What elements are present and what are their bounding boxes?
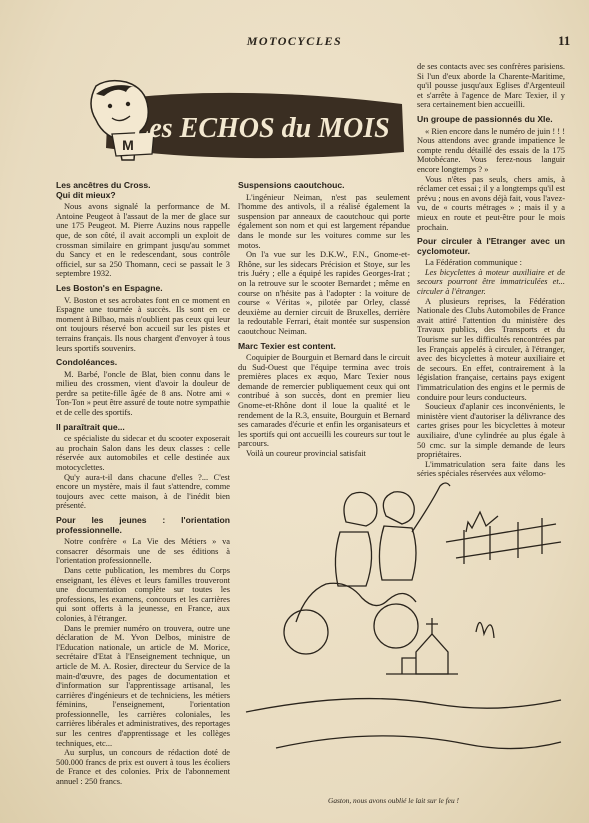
church-icon: [416, 634, 448, 674]
article-paragraph: V. Boston et ses acrobates font en ce moment en Espagne une tournée à succès. Ils sont en ce moment à Bilbao, mais n'oublient pas ceux qui leur ont toujours réservé bon accueil sur les pistes et terrains français. Ils nous chargent d'envoyer à tous leurs sportifs souvenirs.: [56, 295, 230, 353]
article-paragraph: de ses contacts avec ses confrères parisiens. Si l'un d'eux aborde la Charente-Maritime, qu'il pousse jusqu'aux Eglises d'Argenteuil et s'arrête à l'agence de Marc Texier, il y sera certainement bien accueilli.: [417, 62, 565, 110]
fence-icon: [466, 512, 498, 532]
article-paragraph: L'immatriculation sera faite dans les séries spéciales réservées aux vélomo-: [417, 459, 565, 479]
cross-icon: [426, 618, 438, 634]
article-heading: Pour circuler à l'Etranger avec un cyclomoteur.: [417, 236, 565, 256]
article-heading: Un groupe de passionnés du XIe.: [417, 113, 553, 124]
article-heading: Les ancêtres du Cross. Qui dit mieux?: [56, 180, 151, 200]
article-paragraph: Nous avons signalé la performance de M. Antoine Peugeot à l'assaut de la mer de glace sur une 175 Peugeot. M. Pierre Auzins nous rappelle que, de son côté, il avait accompli un exploit de crossman similaire en grimpant jusqu'au sommet du Sancy et en le redescendant, sous contrôle officiel, sur sa 250 Thomann, ceci se passait le 3 septembre 1932.: [56, 202, 230, 279]
echos-du-mois-banner: [56, 74, 410, 164]
boy-eye-icon: [108, 104, 112, 108]
article-paragraph: ce spécialiste du sidecar et du scooter exposerait au prochain Salon dans les deux classes : celle réservée aux automobiles et celle destinée aux motocyclettes.: [56, 434, 230, 473]
m-letter-emblem: M: [122, 137, 134, 153]
article-paragraph: Notre confrère « La Vie des Métiers » va consacrer désormais une de ses éditions à l'orientation professionnelle.: [56, 537, 230, 566]
village-icon: [386, 658, 458, 674]
article-paragraph: Coquipier de Bourguin et Bernard dans le circuit du Sud-Ouest que l'équipe termina avec trois premières places ex æquo, Marc Texier nous demande de remercier publiquement ceux qui ont contribué à son succès, dont en premier lieu Gnome-et-Rhône dont il loue la qualité et le rendement de la R.3, ensuite, Bourguin et Bernard ses camarades d'écurie et enfin les organisateurs et les sportifs qui ont accueilli les coureurs sur tout le parcours.: [238, 353, 410, 449]
illustration-caption: Gaston, nous avons oublié le lait sur le feu !: [328, 796, 459, 805]
column-3: [417, 62, 565, 479]
article-heading: Condoléances.: [56, 357, 118, 368]
fence-post-icon: [464, 518, 542, 564]
road-line-icon: [276, 736, 561, 749]
article-paragraph: Dans le premier numéro on trouvera, outre une déclaration de M. Yvon Delbos, ministre de l'Education nationale, un article de M. Morice, secrétaire d'Etat à l'Enseignement technique, un article de M. A. Rosier, directeur du Service de la main-d'œuvre, des pages de documentation et d'information sur l'apprentissage artisanal, les carrières d'ingénieurs et de techniciens, les métiers féminins, l'enseignement, l'orientation professionnelle, les carrières coloniales, les carrières libérales et administratives, des reportages sur les centres d'apprentissage et les collèges techniques, etc...: [56, 623, 230, 748]
column-1: [56, 176, 230, 787]
rider-body-icon: [335, 532, 371, 586]
motorcycle-body-icon: [296, 583, 416, 622]
article-heading: Pour les jeunes : l'orientation professionnelle.: [56, 515, 230, 535]
article-paragraph: Soucieux d'aplanir ces inconvénients, le ministère vient d'autoriser la délivrance des cartes grises pour les bicyclettes à moteur auxiliaire, d'une cylindrée au plus égale à 50 cmc. sur la simple demande de leurs propriétaires.: [417, 402, 565, 460]
column-2: [238, 176, 410, 459]
article-paragraph: L'ingénieur Neiman, n'est pas seulement l'homme des antivols, il a réalisé également la suspension par anneaux de caoutchouc qui porte également son nom et qui est largement répandue dans le monde sur les voitures comme sur les motos.: [238, 192, 410, 250]
waving-arm-icon: [412, 483, 450, 532]
passenger-head-icon: [383, 492, 414, 524]
boy-eye-icon: [126, 102, 130, 106]
article-paragraph: Dans cette publication, les membres du Corps enseignant, les élèves et leurs familles trouveront une documentation complète sur toutes les professions, les examens, concours et les carrières qui sont offerts à la jeunesse, en France, aux colonies, à l'étranger.: [56, 565, 230, 623]
article-paragraph: On l'a vue sur les D.K.W., F.N., Gnome-et-Rhône, sur les sidecars Précision et Stoye, sur les tris Juéry ; elle a équipé les rapides Georges-Irat ; on la retrouve sur le scooter Bernardet ; même en course on n'hésite pas à l'adopter : la voiture de course « Véritas », pilotée par Orley, classé deuxième au dernier circuit de Bruxelles, derrière la redoutable Ferrari, était montée sur suspension caoutchouc Neiman.: [238, 250, 410, 336]
article-paragraph: Qu'y aura-t-il dans chacune d'elles ?... C'est encore un mystère, mais il faut s'attendre, comme toujours avec cette maison, à de l'inédit bien présenté.: [56, 472, 230, 511]
banner-title: Les ECHOS du MOIS: [132, 113, 390, 144]
magazine-title: MOTOCYCLES: [246, 34, 343, 48]
article-paragraph: Au surplus, un concours de rédaction doté de 500.000 francs de prix est ouvert à tous les écoliers de France et des colonies. Prix de l'abonnement annuel : 250 francs.: [56, 748, 230, 787]
article-paragraph: « Rien encore dans le numéro de juin ! ! ! Nous attendons avec grande impatience le compte rendu détaillé des essais de la 175 Motobécane. Vous ferez-nous languir encore longtemps ? »: [417, 126, 565, 174]
article-paragraph: Les bicyclettes à moteur auxiliaire et de secours pourront être immatriculées et... circuler à l'étranger.: [417, 267, 565, 297]
article-heading: Suspensions caoutchouc.: [238, 180, 345, 190]
rider-helmet-icon: [344, 492, 377, 526]
article-paragraph: La Fédération communique :: [425, 258, 522, 268]
passenger-body-icon: [379, 526, 416, 580]
motorcycle-front-wheel-icon: [284, 610, 328, 654]
article-paragraph: Voilà un coureur provincial satisfait: [246, 449, 366, 459]
tree-icon: [476, 622, 494, 638]
motorcycle-rear-wheel-icon: [374, 604, 418, 648]
cartoon-illustration: [236, 459, 566, 794]
page-number: 11: [558, 33, 571, 48]
article-paragraph: A plusieurs reprises, la Fédération Nationale des Clubs Automobiles de France avait attiré l'attention du ministère des Travaux publics, des Transports et du Tourisme sur les difficultés rencontrées par les Français appelés à circuler, à l'étranger, avec des bicyclettes à moteur auxiliaire et de secours. En effet, contrairement à la législation française, certains pays exigent l'immatriculation des engins et le permis de conduire pour leurs conducteurs.: [417, 296, 565, 402]
article-paragraph: M. Barbé, l'oncle de Blat, bien connu dans le milieu des crossmen, vient d'avoir la douleur de perdre sa petite-fille âgée de 8 ans. Notre ami « Ton-Ton » peut être assuré de toute notre sympathie et de celle des sportifs.: [56, 369, 230, 418]
article-paragraph: Vous n'êtes pas seuls, chers amis, à réclamer cet essai ; il y a longtemps qu'il est prévu ; nous en avons déjà fait, vous l'avez-vu, de « courts métrages » ; mais il y a mieux en route et peut-être pour le mois prochain.: [417, 174, 565, 232]
article-heading: Il paraîtrait que...: [56, 421, 125, 432]
fence-rail-icon: [446, 524, 561, 558]
article-heading: Marc Texier est content.: [238, 340, 336, 351]
road-line-icon: [246, 699, 561, 712]
article-heading: Les Boston's en Espagne.: [56, 282, 163, 293]
